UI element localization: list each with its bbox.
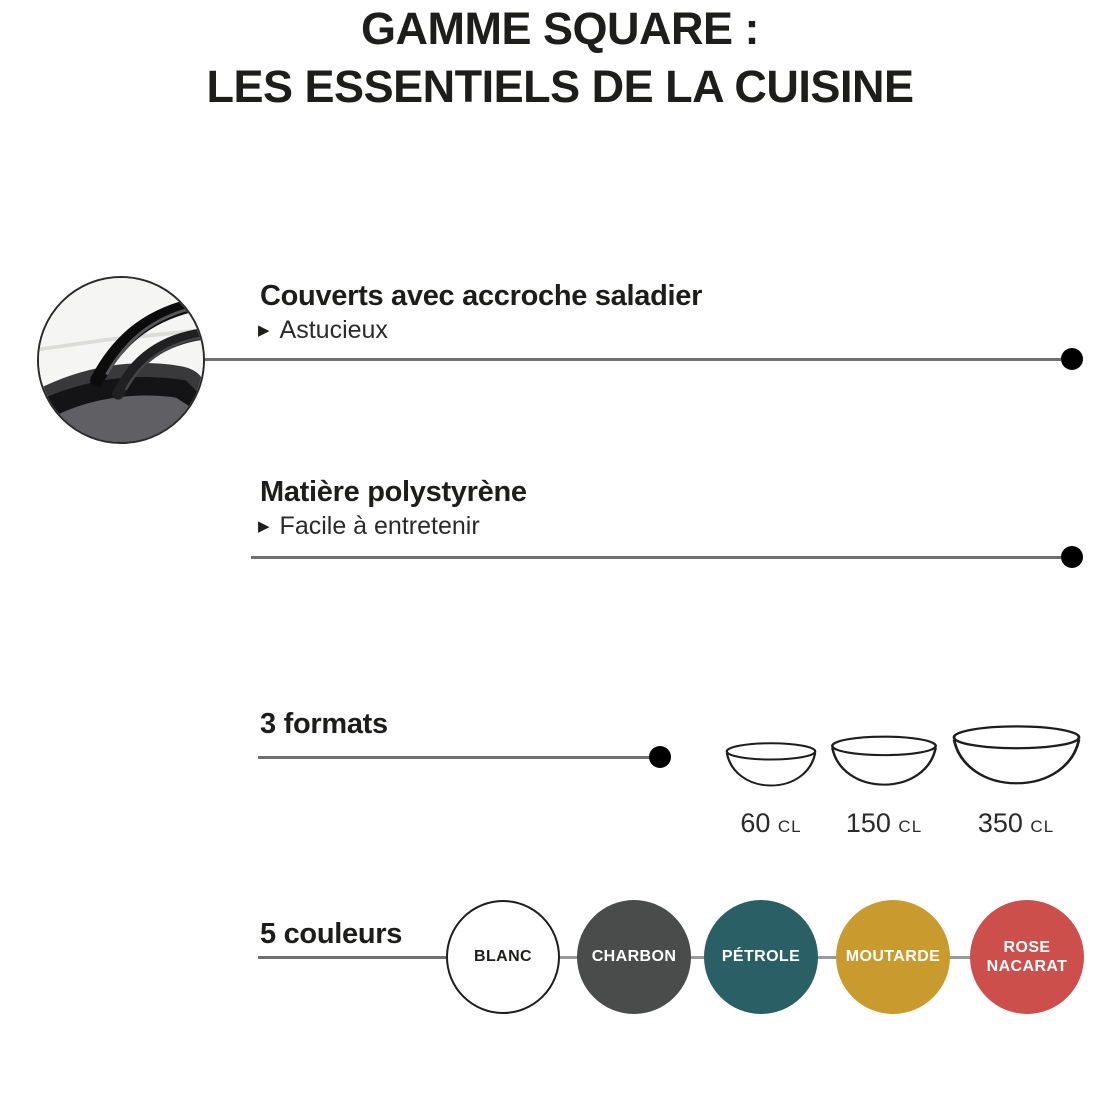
feature-2-title: Matière polystyrène <box>260 476 527 508</box>
feature-2-subtitle <box>258 512 480 541</box>
format-size-label <box>721 808 821 839</box>
swatch-connector-line <box>559 956 578 959</box>
swatch-connector-line <box>817 956 837 959</box>
format-size-unit: CL <box>777 817 802 836</box>
feature-2-subtitle-text: Facile à entretenir <box>279 512 480 540</box>
color-swatch-charbon <box>577 900 691 1014</box>
swatch-connector-line <box>690 956 705 959</box>
salad-servers-photo-icon <box>39 278 203 442</box>
product-photo-circle <box>37 276 205 444</box>
feature-4-title: 5 couleurs <box>260 918 403 950</box>
format-size-value: 150 <box>845 808 891 838</box>
bowl-large-icon <box>950 722 1083 792</box>
color-swatch-moutarde <box>836 900 950 1014</box>
page-title-line2: LES ESSENTIELS DE LA CUISINE <box>206 60 914 112</box>
format-size-unit: CL <box>898 817 923 836</box>
feature-2-callout-line <box>251 556 1061 559</box>
feature-1-subtitle-text: Astucieux <box>279 316 388 344</box>
page-title <box>0 0 1120 115</box>
feature-1-callout-dot <box>1061 348 1083 370</box>
bowl-small-icon <box>724 740 818 792</box>
color-swatch-label: PÉTROLE <box>721 948 801 966</box>
feature-1-subtitle <box>258 316 388 345</box>
feature-1-title: Couverts avec accroche saladier <box>260 280 703 312</box>
format-size-label <box>834 808 934 839</box>
feature-3-title: 3 formats <box>260 708 388 740</box>
bowl-medium-icon <box>829 733 939 792</box>
color-swatch-blanc <box>446 900 560 1014</box>
color-swatch-label: CHARBON <box>591 948 677 966</box>
feature-3-callout-dot <box>649 746 671 768</box>
triangle-bullet-icon: ▶ <box>258 322 270 339</box>
color-swatch-label: ROSE NACARAT <box>986 938 1068 975</box>
format-size-value: 60 <box>740 808 771 838</box>
feature-3-callout-line <box>258 756 650 759</box>
color-swatch-rose-nacarat <box>970 900 1084 1014</box>
feature-1-callout-line <box>205 358 1061 361</box>
color-swatch-label: BLANC <box>474 948 532 966</box>
color-swatch-label: MOUTARDE <box>845 948 941 966</box>
swatch-connector-line <box>949 956 971 959</box>
triangle-bullet-icon: ▶ <box>258 518 270 535</box>
format-size-value: 350 <box>977 808 1023 838</box>
format-size-unit: CL <box>1030 817 1055 836</box>
page-title-line1: GAMME SQUARE : <box>361 3 759 54</box>
color-swatch-petrole <box>704 900 818 1014</box>
feature-2-callout-dot <box>1061 546 1083 568</box>
feature-4-callout-line <box>258 956 446 959</box>
format-size-label <box>962 808 1070 839</box>
